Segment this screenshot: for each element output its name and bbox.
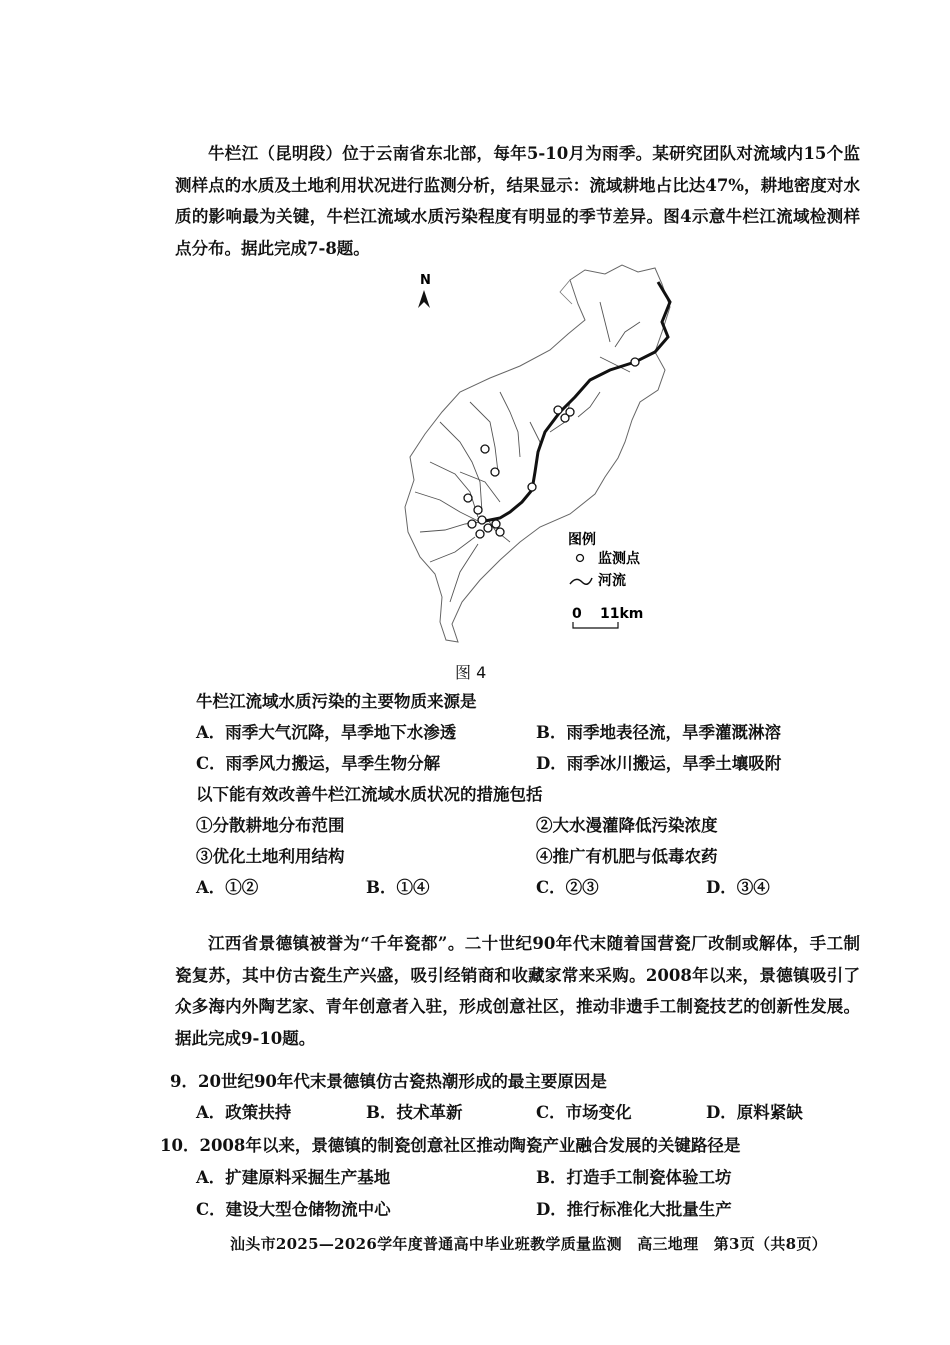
main-river xyxy=(480,282,670,522)
q8-option-a: A．①② xyxy=(196,878,259,897)
q7-option-b: B．雨季地表径流，旱季灌溉淋溶 xyxy=(536,723,781,742)
q10-option-a: A．扩建原料采掘生产基地 xyxy=(196,1168,391,1187)
q7-stem: 牛栏江流域水质污染的主要物质来源是 xyxy=(196,692,477,711)
legend-station-label: 监测点 xyxy=(598,551,640,567)
q8-option-d: D．③④ xyxy=(706,878,770,897)
q7-option-c: C．雨季风力搬运，旱季生物分解 xyxy=(196,754,441,773)
q9-option-a: A．政策扶持 xyxy=(196,1103,292,1122)
watershed-boundary-detail xyxy=(560,280,572,304)
q8-stem: 以下能有效改善牛栏江流域水质状况的措施包括 xyxy=(196,785,543,804)
scale-start-label: 0 xyxy=(572,606,582,622)
q8-item-2: ②大水漫灌降低污染浓度 xyxy=(536,816,718,835)
q7-option-d: D．雨季冰川搬运，旱季土壤吸附 xyxy=(536,754,782,773)
q9-option-c: C．市场变化 xyxy=(536,1103,632,1122)
q8-item-3: ③优化土地利用结构 xyxy=(196,847,345,866)
monitoring-stations xyxy=(464,358,639,538)
q10-option-b: B．打造手工制瓷体验工坊 xyxy=(536,1168,732,1187)
scale-end-label: 11km xyxy=(600,606,644,622)
north-label: N xyxy=(420,273,431,288)
legend-river-label: 河流 xyxy=(598,573,626,589)
q9-option-d: D．原料紧缺 xyxy=(706,1103,803,1122)
figure-caption: 图 4 xyxy=(455,663,487,682)
q9-option-b: B．技术革新 xyxy=(366,1103,463,1122)
passage-2: 江西省景德镇被誉为“千年瓷都”。二十世纪90年代末随着国营瓷厂改制或解体，手工制瓷复苏，其中仿古瓷生产兴盛，吸引经销商和收藏家常来采购。2008年以来，景德镇吸引了众多海内外陶艺家、青年创意者入驻，形成创意社区，推动非遗手工制瓷技艺的创新性发展。据此完成9-10题。 xyxy=(175,934,860,1048)
q10-option-c: C．建设大型仓储物流中心 xyxy=(196,1200,391,1219)
legend-station-icon xyxy=(577,555,584,562)
page-footer: 汕头市2025—2026学年度普通高中毕业班教学质量监测 高三地理 第3页（共8页） xyxy=(230,1235,827,1253)
legend-river-icon xyxy=(570,578,592,584)
north-arrow-icon xyxy=(418,290,430,308)
q8-item-4: ④推广有机肥与低毒农药 xyxy=(536,847,718,866)
q8-option-c: C．②③ xyxy=(536,878,599,897)
q8-item-1: ①分散耕地分布范围 xyxy=(196,816,345,835)
q10-stem: 10．2008年以来，景德镇的制瓷创意社区推动陶瓷产业融合发展的关键路径是 xyxy=(160,1136,741,1155)
scale-bar xyxy=(573,622,618,628)
q9-stem: 9．20世纪90年代末景德镇仿古瓷热潮形成的最主要原因是 xyxy=(170,1072,607,1091)
q8-option-b: B．①④ xyxy=(366,878,430,897)
q7-option-a: A．雨季大气沉降，旱季地下水渗透 xyxy=(196,723,457,742)
q10-option-d: D．推行标准化大批量生产 xyxy=(536,1200,732,1219)
watershed-map xyxy=(400,262,700,644)
legend-title: 图例 xyxy=(568,532,596,548)
passage-1: 牛栏江（昆明段）位于云南省东北部，每年5-10月为雨季。某研究团队对流域内15个监测样点的水质及土地利用状况进行监测分析，结果显示：流域耕地占比达47%，耕地密度对水质的影响最为关键，牛栏江流域水质污染程度有明显的季节差异。图4示意牛栏江流域检测样点分布。据此完成7-8题。 xyxy=(175,144,860,258)
